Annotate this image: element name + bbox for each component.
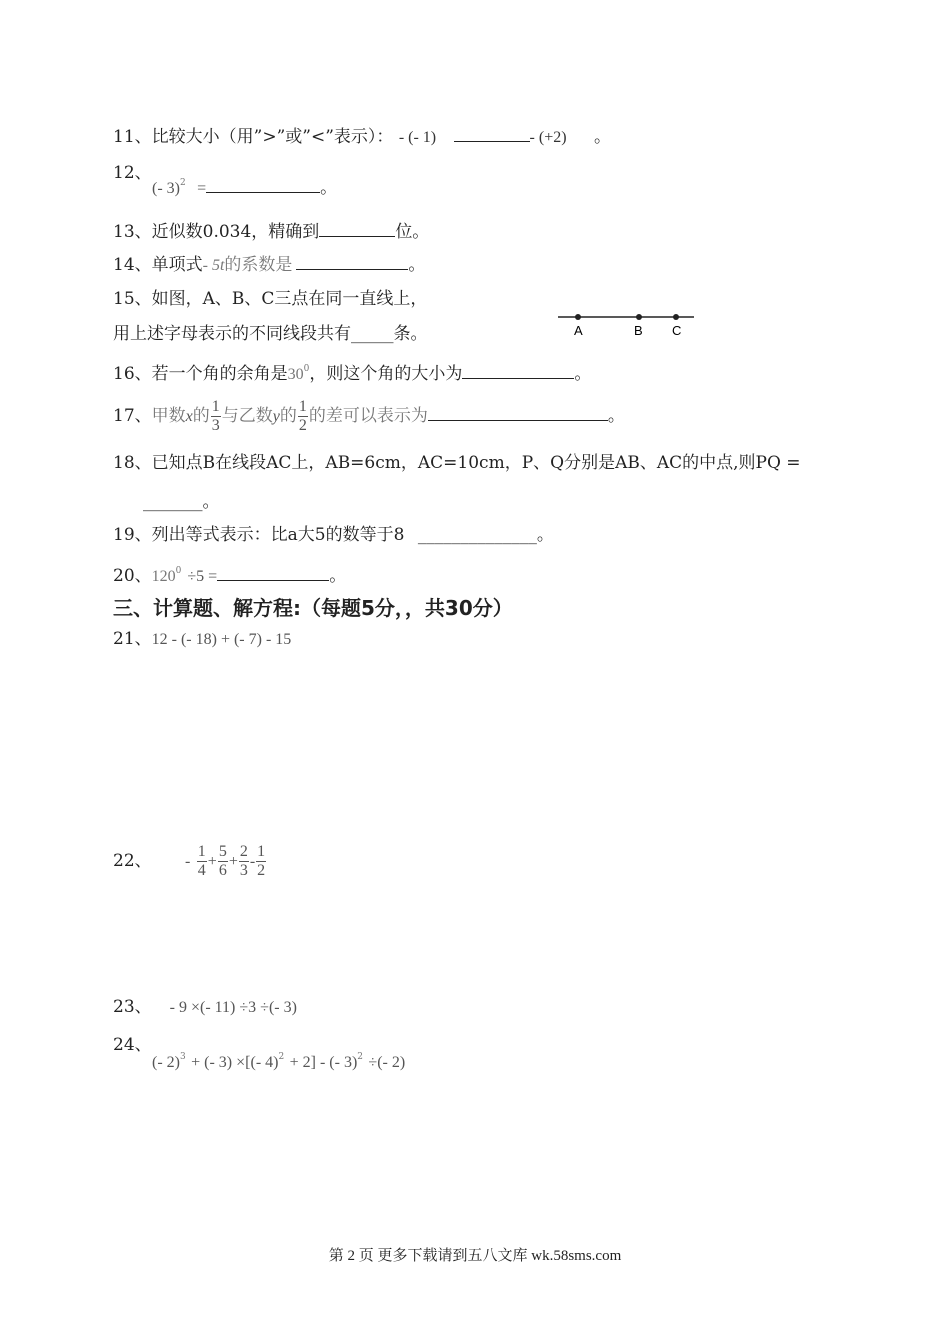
math-expression: 12 - (- 18) + (- 7) - 15 xyxy=(151,631,292,648)
answer-blank[interactable] xyxy=(319,220,395,237)
question-number: 14、 xyxy=(113,255,152,275)
question-14 xyxy=(113,253,425,277)
question-22 xyxy=(113,838,267,884)
question-text: 单项式 xyxy=(151,255,203,275)
answer-blank[interactable] xyxy=(462,362,574,379)
denominator: 6 xyxy=(218,862,227,879)
answer-blank[interactable]: ______________ xyxy=(417,525,537,545)
segment-diagram xyxy=(555,308,700,340)
page-footer: 第 2 页 更多下载请到五八文库 wk.58sms.com xyxy=(328,1248,622,1264)
question-number: 15、 xyxy=(113,289,152,309)
sign: - xyxy=(249,853,256,870)
text-part-5: 的差可以表示为 xyxy=(308,406,428,426)
denominator: 3 xyxy=(239,862,248,879)
question-number: 18、 xyxy=(113,453,152,473)
label-c: C xyxy=(672,323,682,338)
question-17 xyxy=(113,396,625,436)
text-part-2: 的 xyxy=(192,406,210,426)
question-number: 12、 xyxy=(113,163,152,183)
exponent: 2 xyxy=(179,178,186,188)
numerator: 1 xyxy=(257,843,266,860)
punctuation: 。 xyxy=(408,255,426,275)
point-c xyxy=(673,314,679,320)
math-expression: - 9 ×(- 11) ÷3 ÷(- 3) xyxy=(169,999,297,1016)
question-number: 24、 xyxy=(113,1035,152,1055)
math-left: - (- 1) xyxy=(398,129,437,146)
question-number: 13、 xyxy=(113,222,152,242)
point-b xyxy=(636,314,642,320)
denominator: 4 xyxy=(197,862,206,879)
label-b: B xyxy=(634,323,643,338)
question-text: 近似数0.034，精确到 xyxy=(151,222,320,242)
angle-value: 120 xyxy=(151,568,176,585)
question-21 xyxy=(113,628,291,651)
question-number: 17、 xyxy=(113,406,152,426)
question-number: 23、 xyxy=(113,997,152,1017)
text-part-4: 的 xyxy=(279,406,297,426)
question-23 xyxy=(113,996,297,1019)
question-15-line2 xyxy=(113,323,428,345)
denominator: 2 xyxy=(298,417,307,434)
question-15-line1 xyxy=(113,288,427,310)
math-expression: - 5t xyxy=(202,257,225,274)
sign: - xyxy=(185,853,191,870)
question-number: 20、 xyxy=(113,566,152,586)
question-24 xyxy=(113,1034,152,1056)
sign: + xyxy=(207,853,217,870)
denominator: 3 xyxy=(211,417,220,434)
question-19 xyxy=(113,524,554,546)
fraction-b xyxy=(218,843,228,880)
operator: ÷5 = xyxy=(187,568,218,585)
exponent: 3 xyxy=(179,1052,186,1062)
punctuation: 。 xyxy=(607,406,625,426)
fraction-one-half xyxy=(298,398,308,435)
numerator: 1 xyxy=(298,398,307,415)
question-text: 如图，A、B、C三点在同一直线上， xyxy=(151,289,428,309)
punctuation: 。 xyxy=(593,127,611,147)
question-18 xyxy=(113,452,801,474)
numerator: 1 xyxy=(211,398,220,415)
numerator: 2 xyxy=(239,843,248,860)
point-a xyxy=(575,314,581,320)
sign: + xyxy=(228,853,238,870)
answer-blank[interactable]: _______ xyxy=(143,492,203,512)
question-11 xyxy=(113,125,611,149)
degree-mark: 0 xyxy=(303,364,310,374)
answer-blank[interactable] xyxy=(428,404,608,421)
question-number: 21、 xyxy=(113,629,152,649)
answer-blank[interactable] xyxy=(296,253,408,270)
term-1: (- 2) xyxy=(152,1054,180,1071)
angle-value: 30 xyxy=(287,366,304,383)
text-part-3: 与乙数 xyxy=(221,406,273,426)
question-24-expression xyxy=(152,1046,405,1074)
var-x: x xyxy=(185,408,193,425)
exponent: 2 xyxy=(278,1052,285,1062)
label-a: A xyxy=(574,323,583,338)
question-number: 22、 xyxy=(113,851,152,871)
question-16 xyxy=(113,358,591,386)
punctuation: 。 xyxy=(536,525,554,545)
punctuation: 。 xyxy=(202,492,220,512)
answer-blank[interactable] xyxy=(217,564,329,581)
question-text: 比较大小（用”>”或”<”表示）： xyxy=(151,127,394,147)
equals-sign: = xyxy=(197,180,207,197)
denominator: 2 xyxy=(257,862,266,879)
fraction-c xyxy=(239,843,249,880)
question-text: 已知点B在线段AC上，AB=6cm，AC=10cm，P、Q分别是AB、AC的中点,则PQ = xyxy=(151,453,801,473)
question-text: 若一个角的余角是 xyxy=(151,364,288,384)
question-text-2: ，则这个角的大小为 xyxy=(309,364,463,384)
question-12 xyxy=(113,162,152,184)
text-part-1: 甲数 xyxy=(151,406,186,426)
term-4: ÷(- 2) xyxy=(368,1054,406,1071)
question-12-expression xyxy=(152,172,337,200)
punctuation: 条。 xyxy=(393,324,428,344)
math-base: (- 3) xyxy=(152,180,180,197)
punctuation: 。 xyxy=(574,364,592,384)
answer-blank[interactable] xyxy=(206,176,320,193)
question-text: 用上述字母表示的不同线段共有 xyxy=(113,324,351,344)
punctuation: 。 xyxy=(329,566,347,586)
question-number: 16、 xyxy=(113,364,152,384)
fraction-one-third xyxy=(211,398,221,435)
math-right: - (+2) xyxy=(529,129,567,146)
punctuation: 。 xyxy=(320,178,338,198)
numerator: 1 xyxy=(197,843,206,860)
question-18-answer xyxy=(143,491,220,513)
degree-mark: 0 xyxy=(175,566,182,576)
fraction-a xyxy=(197,843,207,880)
section-heading: 三、计算题、解方程:（每题5分，，共30分） xyxy=(113,596,513,620)
exponent: 2 xyxy=(357,1052,364,1062)
fraction-d xyxy=(256,843,266,880)
term-3: + 2] - (- 3) xyxy=(289,1054,358,1071)
answer-blank[interactable] xyxy=(454,125,530,142)
answer-blank[interactable]: _____ xyxy=(351,324,394,344)
term-2: + (- 3) ×[(- 4) xyxy=(191,1054,279,1071)
var-y: y xyxy=(272,408,280,425)
question-suffix: 的系数是 xyxy=(224,255,293,275)
question-20 xyxy=(113,560,346,588)
numerator: 5 xyxy=(218,843,227,860)
question-number: 19、 xyxy=(113,525,152,545)
question-number: 11、 xyxy=(113,127,152,147)
question-text: 列出等式表示：比a大5的数等于8 xyxy=(151,525,405,545)
punctuation: 位。 xyxy=(395,222,430,242)
question-13 xyxy=(113,220,429,243)
